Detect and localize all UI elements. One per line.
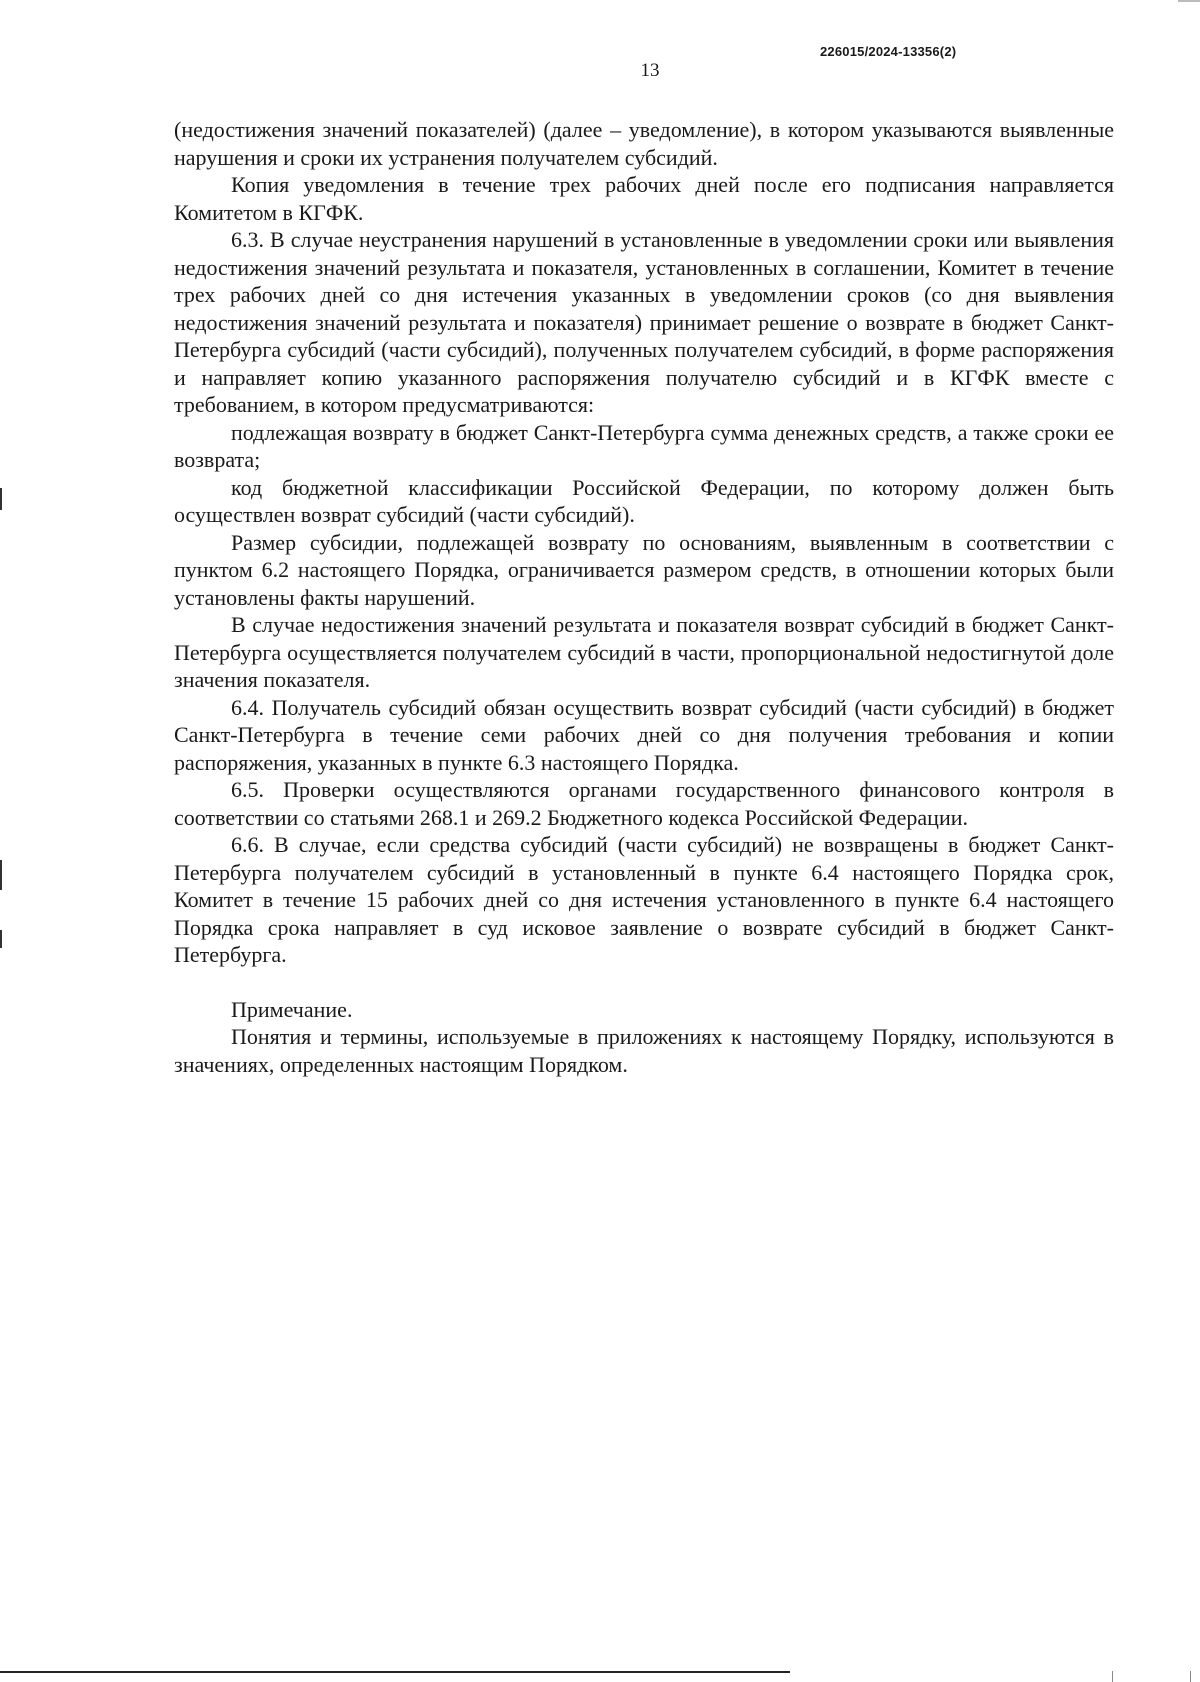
page-number: 13 [640,60,660,81]
scan-edge-mark [0,930,2,948]
paragraph-refund-size: Размер субсидии, подлежащей возврату по основаниям, выявленным в соответствии с пунктом 6.2 настоящего Порядка, ограничивается размером средств, в отношении которых были установлены факты нарушений. [174,529,1114,610]
scan-edge-mark [0,488,2,510]
document-body [174,116,1114,1078]
scan-edge-mark [0,860,2,890]
scan-corner-mark [1178,0,1200,2]
paragraph-notice-continuation: (недостижения значений показателей) (далее – уведомление), в котором указываются выявленные нарушения и сроки их устранения получателем субсидий. [174,117,1114,170]
scan-bottom-edge [0,1671,790,1673]
note-text: Понятия и термины, используемые в приложениях к настоящему Порядку, используются в значениях, определенных настоящим Порядком. [174,1024,1114,1077]
note-title: Примечание. [231,996,353,1022]
paragraph-proportional-refund: В случае недостижения значений результата и показателя возврат субсидий в бюджет Санкт-Петербурга осуществляется получателем субсидий в части, пропорциональной недостигнутой доле значения показателя. [174,612,1114,692]
document-number: 226015/2024-13356(2) [820,44,957,59]
paragraph-6-4: 6.4. Получатель субсидий обязан осуществить возврат субсидий (части субсидий) в бюджет Санкт-Петербурга в течение семи рабочих дней со дня получения требования и копии распоряжения, указанных в пункте 6.3 настоящего Порядка. [174,694,1114,775]
paragraph-6-3: 6.3. В случае неустранения нарушений в установленные в уведомлении сроки или выявления недостижения значений результата и показателя, установленных в соглашении, Комитет в течение трех рабочих дней со дня истечения указанных в уведомлении сроков (со дня выявления недостижения значений результата и показателя) принимает решение о возврате в бюджет Санкт-Петербурга субсидий (части субсидий), полученных получателем субсидий, в форме распоряжения и направляет копию указанного распоряжения получателю субсидий и в КГФК вместе с требованием, в котором предусматриваются: [174,227,1114,417]
paragraph-budget-code: код бюджетной классификации Российской Федерации, по которому должен быть осуществлен возврат субсидий (части субсидий). [174,474,1114,527]
paragraph-6-6: 6.6. В случае, если средства субсидий (части субсидий) не возвращены в бюджет Санкт-Петербурга получателем субсидий в установленный в пункте 6.4 настоящего Порядка срок, Комитет в течение 15 рабочих дней со дня истечения установленного в пункте 6.4 настоящего Порядка срока направляет в суд исковое заявление о возврате субсидий в бюджет Санкт-Петербурга. [174,832,1114,967]
scan-edge-tick [1112,1671,1113,1682]
paragraph-6-5: 6.5. Проверки осуществляются органами государственного финансового контроля в соответствии со статьями 268.1 и 269.2 Бюджетного кодекса Российской Федерации. [174,777,1114,830]
scan-edge-tick [1190,1671,1191,1682]
paragraph-refund-amount: подлежащая возврату в бюджет Санкт-Петербурга сумма денежных средств, а также сроки ее возврата; [174,419,1114,472]
paragraph-notice-copy: Копия уведомления в течение трех рабочих дней после его подписания направляется Комитетом в КГФК. [174,172,1114,225]
